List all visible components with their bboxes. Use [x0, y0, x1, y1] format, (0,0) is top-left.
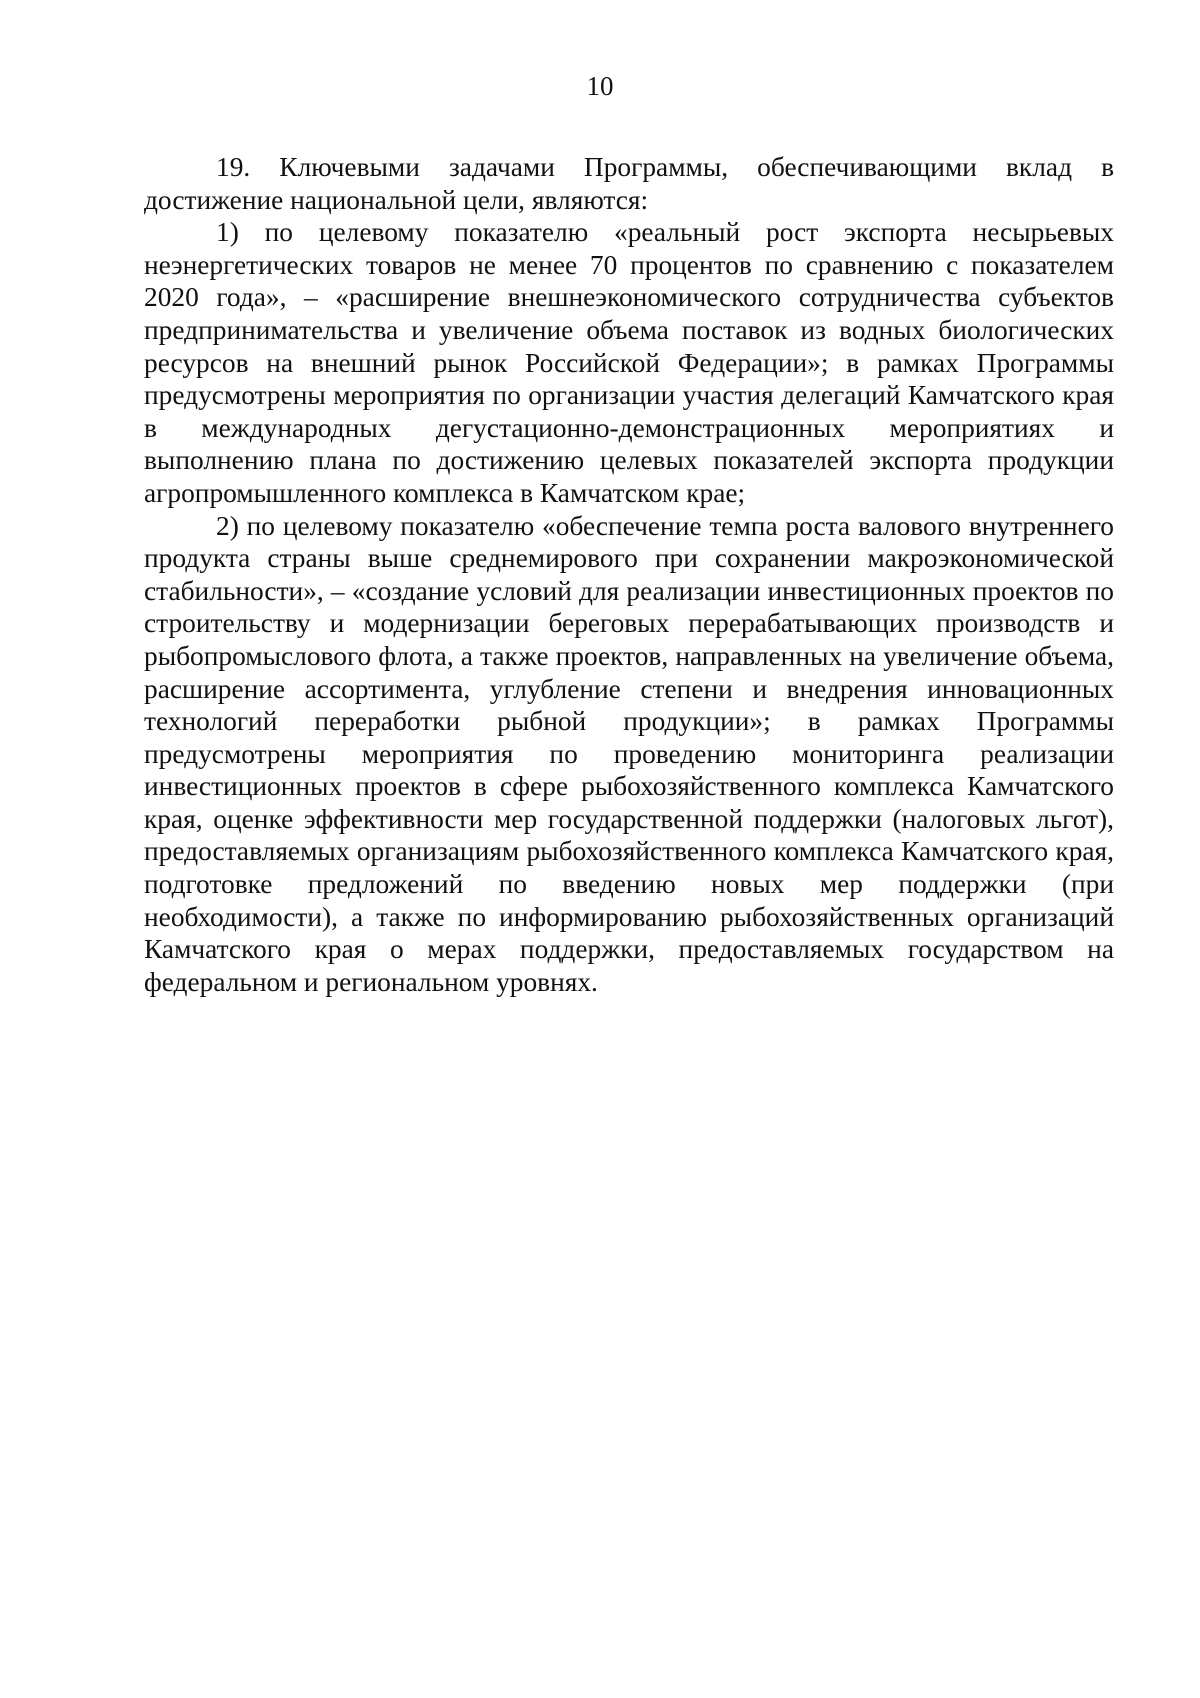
paragraph-subitem-2: 2) по целевому показателю «обеспечение темпа роста валового внутреннего продукта страны выше среднемирового при сохранении макроэкономической стабильности», – «создание условий для реализации инвестиционных проектов по строительству и модернизации береговых перерабатывающих производств и рыбопромыслового флота, а также проектов, направленных на увеличение объема, расширение ассортимента, углубление степени и внедрения инновационных технологий переработки рыбной продукции»; в рамках Программы предусмотрены мероприятия по проведению мониторинга реализации инвестиционных проектов в сфере рыбохозяйственного комплекса Камчатского края, оценке эффективности мер государственной поддержки (налоговых льгот), предоставляемых организациям рыбохозяйственного комплекса Камчатского края, подготовке предложений по введению новых мер поддержки (при необходимости), а также по информированию рыбохозяйственных организаций Камчатского края о мерах поддержки, предоставляемых государством на федеральном и региональном уровнях.	[144, 510, 1114, 997]
paragraph-item-19: 19. Ключевыми задачами Программы, обеспечивающими вклад в достижение национальной цели, являются:	[144, 152, 1114, 215]
paragraph-subitem-1: 1) по целевому показателю «реальный рост экспорта несырьевых неэнергетических товаров не менее 70 процентов по сравнению с показателем 2020 года», – «расширение внешнеэкономического сотрудничества субъектов предпринимательства и увеличение объема поставок из водных биологических ресурсов на внешний рынок Российской Федерации»; в рамках Программы предусмотрены мероприятия по организации участия делегаций Камчатского края в международных дегустационно-демонстрационных мероприятиях и выполнению плана по достижению целевых показателей экспорта продукции агропромышленного комплекса в Камчатском крае;	[144, 217, 1114, 508]
document-body	[144, 151, 1114, 998]
page-number: 10	[586, 71, 614, 101]
